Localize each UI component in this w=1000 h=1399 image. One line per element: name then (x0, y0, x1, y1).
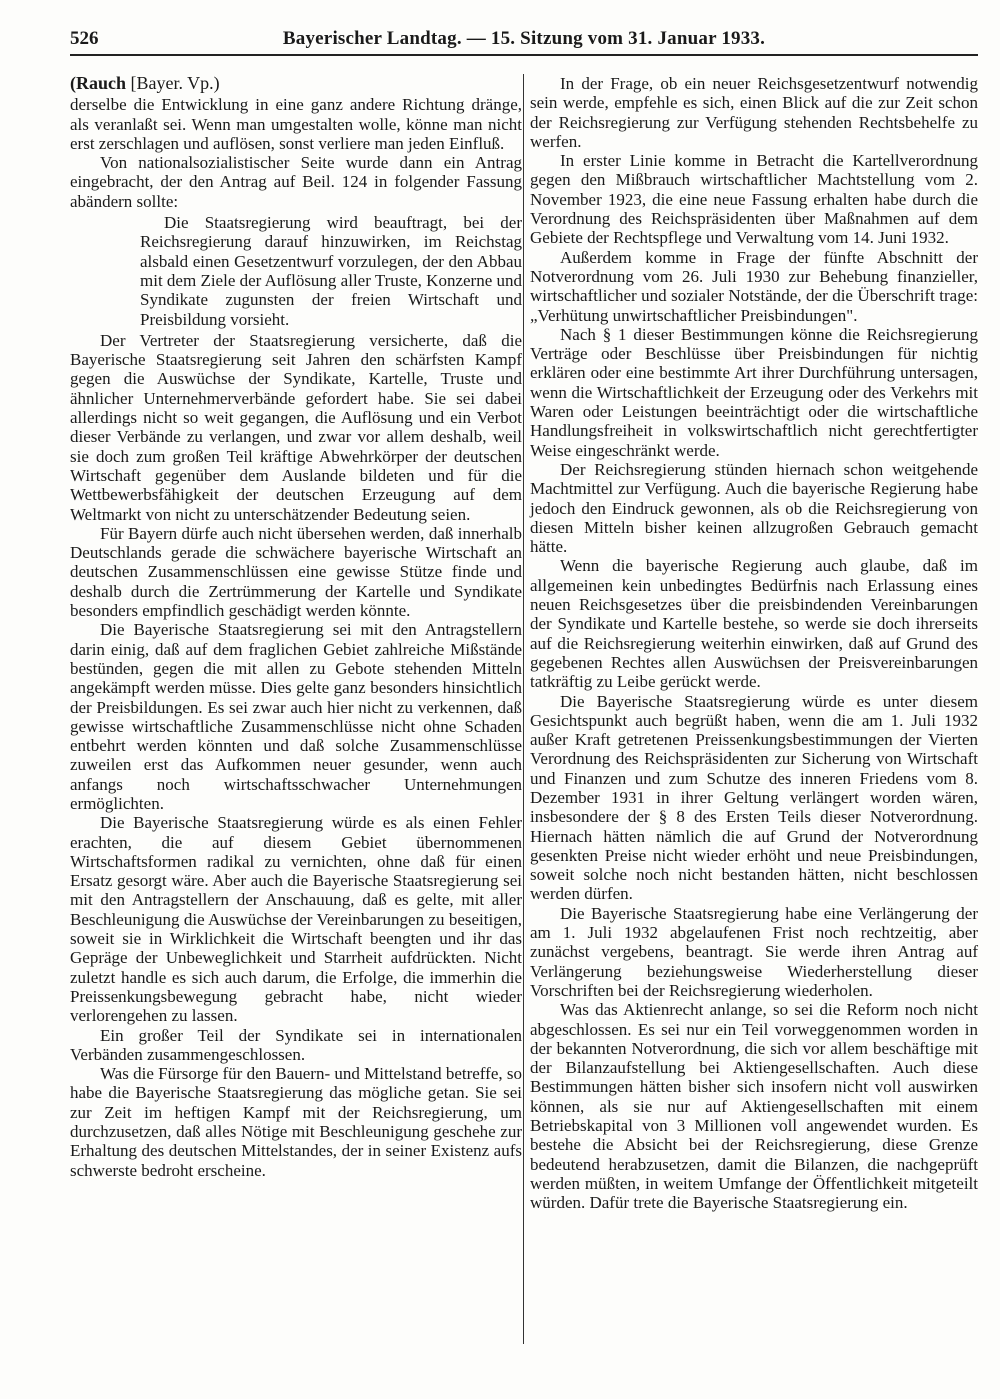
paragraph: In der Frage, ob ein neuer Reichsgesetzentwurf notwendig sein werde, empfehle es sich, einen Blick auf die zur Zeit schon der Reichsregierung zur Verfügung stehenden Rechtsbehelfe zu werfen. (530, 74, 978, 151)
paragraph: Für Bayern dürfe auch nicht übersehen werden, daß innerhalb Deutschlands gerade die schwächere bayerische Wirtschaft an deutschen Zusammenschlüssen eine gewisse Stütze finde und deshalb durch die Zertrümmerung der Kartelle und Syndikate besonders empfindlich geschädigt werden könnte. (70, 523, 522, 621)
speaker-line (70, 74, 522, 93)
right-column (530, 74, 978, 1213)
paragraph: Die Bayerische Staatsregierung sei mit den Antragstellern darin einig, daß auf dem fraglichen Gebiet zahlreiche Mißstände bestünden, gegen die mit allen zu Gebote stehenden Mitteln angekämpft werden müsse. Dies gelte ganz besonders hinsichtlich der Preisbildungen. Es sei zwar auch hier nicht zu verkennen, daß gewisse wirtschaftliche Zusammenschlüsse nicht ohne Schaden entbehrt werden könnten und daß solche Zusammenschlüsse zuweilen erst das Aufkommen neuer gesunder, wenn auch anfangs noch wirtschaftsschwacher Unternehmungen ermöglichten. (70, 620, 522, 813)
page-number: 526 (70, 28, 99, 49)
paragraph: Die Bayerische Staatsregierung würde es als einen Fehler erachten, die auf diesem Gebiet übernommenen Wirtschaftsformen radikal zu vernichten, ohne daß für einen Ersatz gesorgt wäre. Aber auch die Bayerische Staatsregierung sei mit den Antragstellern der Anschauung, daß es gelte, mit aller Beschleunigung die Auswüchse der Vereinbarungen zu beseitigen, soweit sie in Wirklichkeit die Wirtschaft beengten und ihr das Gepräge der Unbeweglichkeit und Starrheit aufdrückten. Nicht zuletzt handle es sich auch darum, die Erfolge, die immerhin die Preissenkungsbewegung gebracht habe, nicht wieder verlorengehen zu lassen. (70, 813, 522, 1026)
speaker-party: [Bayer. Vp.) (130, 73, 220, 93)
paragraph: In erster Linie komme in Betracht die Kartellverordnung gegen den Mißbrauch wirtschaftlicher Machtstellung vom 2. November 1923, die eine neue Fassung erhalten habe durch die Verordnung des Reichspräsidenten über Maßnahmen auf dem Gebiete der Rechtspflege und Verwaltung vom 14. Juni 1932. (530, 151, 978, 248)
page-header (70, 28, 978, 56)
quoted-motion: Die Staatsregierung wird beauftragt, bei der Reichsregierung darauf hinzuwirken, im Reichstag alsbald einen Gesetzentwurf vorzulegen, der den Abbau mit dem Ziele der Auflösung aller Truste, Konzerne und Syndikate zugunsten der freien Wirtschaft und Preisbildung vorsieht. (140, 213, 522, 329)
paragraph: derselbe die Entwicklung in eine ganz andere Richtung dränge, als veranlaßt sei. Wenn man umgestalten wolle, könne man nicht erst zerschlagen und auflösen, sonst verliere man jeden Einfluß. (70, 95, 522, 153)
paragraph: Die Bayerische Staatsregierung habe eine Verlängerung der am 1. Juli 1932 abgelaufenen Frist noch rechtzeitig, aber zunächst vergebens, beantragt. Sie werde ihren Antrag auf Verlängerung beziehungsweise Wiederherstellung dieser Vorschriften bei der Reichsregierung wiederholen. (530, 903, 978, 1000)
paragraph: Was das Aktienrecht anlange, so sei die Reform noch nicht abgeschlossen. Es sei nur ein Teil vorweggenommen worden in der bekannten Notverordnung, die sich vor allem beschäftige mit der Bilanzaufstellung bei Aktiengesellschaften. Auch diese Bestimmungen hätten bisher sich insofern nicht voll auswirken können, als sie nur auf Aktiengesellschaften mit einem Betriebskapital von 3 Millionen voll angewendet wurden. Es bestehe die Absicht bei der Reichsregierung, diese Grenze bedeutend herabzusetzen, damit die Bilanzen, die nachgeprüft werden müßten, in weitem Umfange der Öffentlichkeit mitgeteilt würden. Dafür trete die Bayerische Staatsregierung ein. (530, 1000, 978, 1213)
paragraph: Von nationalsozialistischer Seite wurde dann ein Antrag eingebracht, der den Antrag auf Beil. 124 in folgender Fassung abändern sollte: (70, 153, 522, 211)
running-title: Bayerischer Landtag. — 15. Sitzung vom 31. Januar 1933. (282, 28, 766, 49)
paragraph: Der Vertreter der Staatsregierung versicherte, daß die Bayerische Staatsregierung seit Jahren den schärfsten Kampf gegen die Auswüchse der Syndikate, Kartelle, Truste und ähnlicher Unternehmerverbände gefordert habe. Sie sei dabei allerdings nicht so weit gegangen, die Auflösung und ein Verbot dieser Verbände zu verlangen, und zwar vor allem deshalb, weil sie doch zum großen Teil kräftige Abwehrkörper der deutschen Wirtschaft gegenüber dem Auslande bildeten und für die Wettbewerbsfähigkeit der deutschen Erzeugung auf dem Weltmarkt von nicht zu unterschätzender Bedeutung seien. (70, 330, 522, 524)
left-column (70, 74, 522, 1180)
speaker-name: (Rauch (70, 73, 127, 93)
paragraph: Außerdem komme in Frage der fünfte Abschnitt der Notverordnung vom 26. Juli 1930 zur Behebung finanzieller, wirtschaftlicher und sozialer Notstände, der die Überschrift trage: „Verhütung unwirtschaftlicher Preisbindungen". (530, 247, 978, 325)
paragraph: Wenn die bayerische Regierung auch glaube, daß im allgemeinen kein unbedingtes Bedürfnis nach Erlassung eines neuen Reichsgesetzes über die preisbindenden Vereinbarungen der Syndikate und Kartelle bestehe, so werde sie doch ihrerseits auf die Reichsregierung weiterhin einwirken, daß auf Grund des gegebenen Rechtes allen Auswüchsen der Preisvereinbarungen tatkräftig zu Leibe gerückt werde. (530, 556, 978, 692)
paragraph: Nach § 1 dieser Bestimmungen könne die Reichsregierung Verträge oder Beschlüsse über Preisbindungen für nichtig erklären oder eine bestimmte Art ihrer Durchführung untersagen, wenn die Wirtschaftlichkeit der Erzeugung oder des Verkehrs mit Waren oder Leistungen beeinträchtigt oder die wirtschaftliche Handlungsfreiheit in volkswirtschaftlich nicht gerechtfertigter Weise eingeschränkt werde. (530, 324, 978, 460)
paragraph: Ein großer Teil der Syndikate sei in internationalen Verbänden zusammengeschlossen. (70, 1025, 522, 1064)
column-divider (523, 74, 524, 1344)
paragraph: Die Bayerische Staatsregierung würde es unter diesem Gesichtspunkt auch begrüßt haben, wenn die am 1. Juli 1932 außer Kraft getretenen Preissenkungsbestimmungen der Vierten Verordnung des Reichspräsidenten zur Sicherung von Wirtschaft und Finanzen und zum Schutze des inneren Friedens vom 8. Dezember 1931 in ihrer Geltung verlängert worden wären, insbesondere der § 8 des Ersten Teils dieser Notverordnung. Hiernach hätten nämlich die auf Grund der Notverordnung gesenkten Preise nicht wieder erhöht und neue Preisbindungen, soweit solche noch nicht bestanden hätten, nicht beschlossen werden dürfen. (530, 691, 978, 904)
paragraph: Was die Fürsorge für den Bauern- und Mittelstand betreffe, so habe die Bayerische Staatsregierung das mögliche getan. Sie sei zur Zeit im heftigen Kampf mit der Reichsregierung, um durchzusetzen, daß alles Nötige mit Beschleunigung geschehe zur Erhaltung des deutschen Mittelstandes, der in seiner Existenz aufs schwerste bedroht erscheine. (70, 1064, 522, 1180)
paragraph: Der Reichsregierung stünden hiernach schon weitgehende Machtmittel zur Verfügung. Auch die bayerische Regierung habe jedoch den Eindruck gewonnen, als ob die Reichsregierung von diesen Mitteln bisher keinen allzugroßen Gebrauch gemacht hätte. (530, 459, 978, 557)
